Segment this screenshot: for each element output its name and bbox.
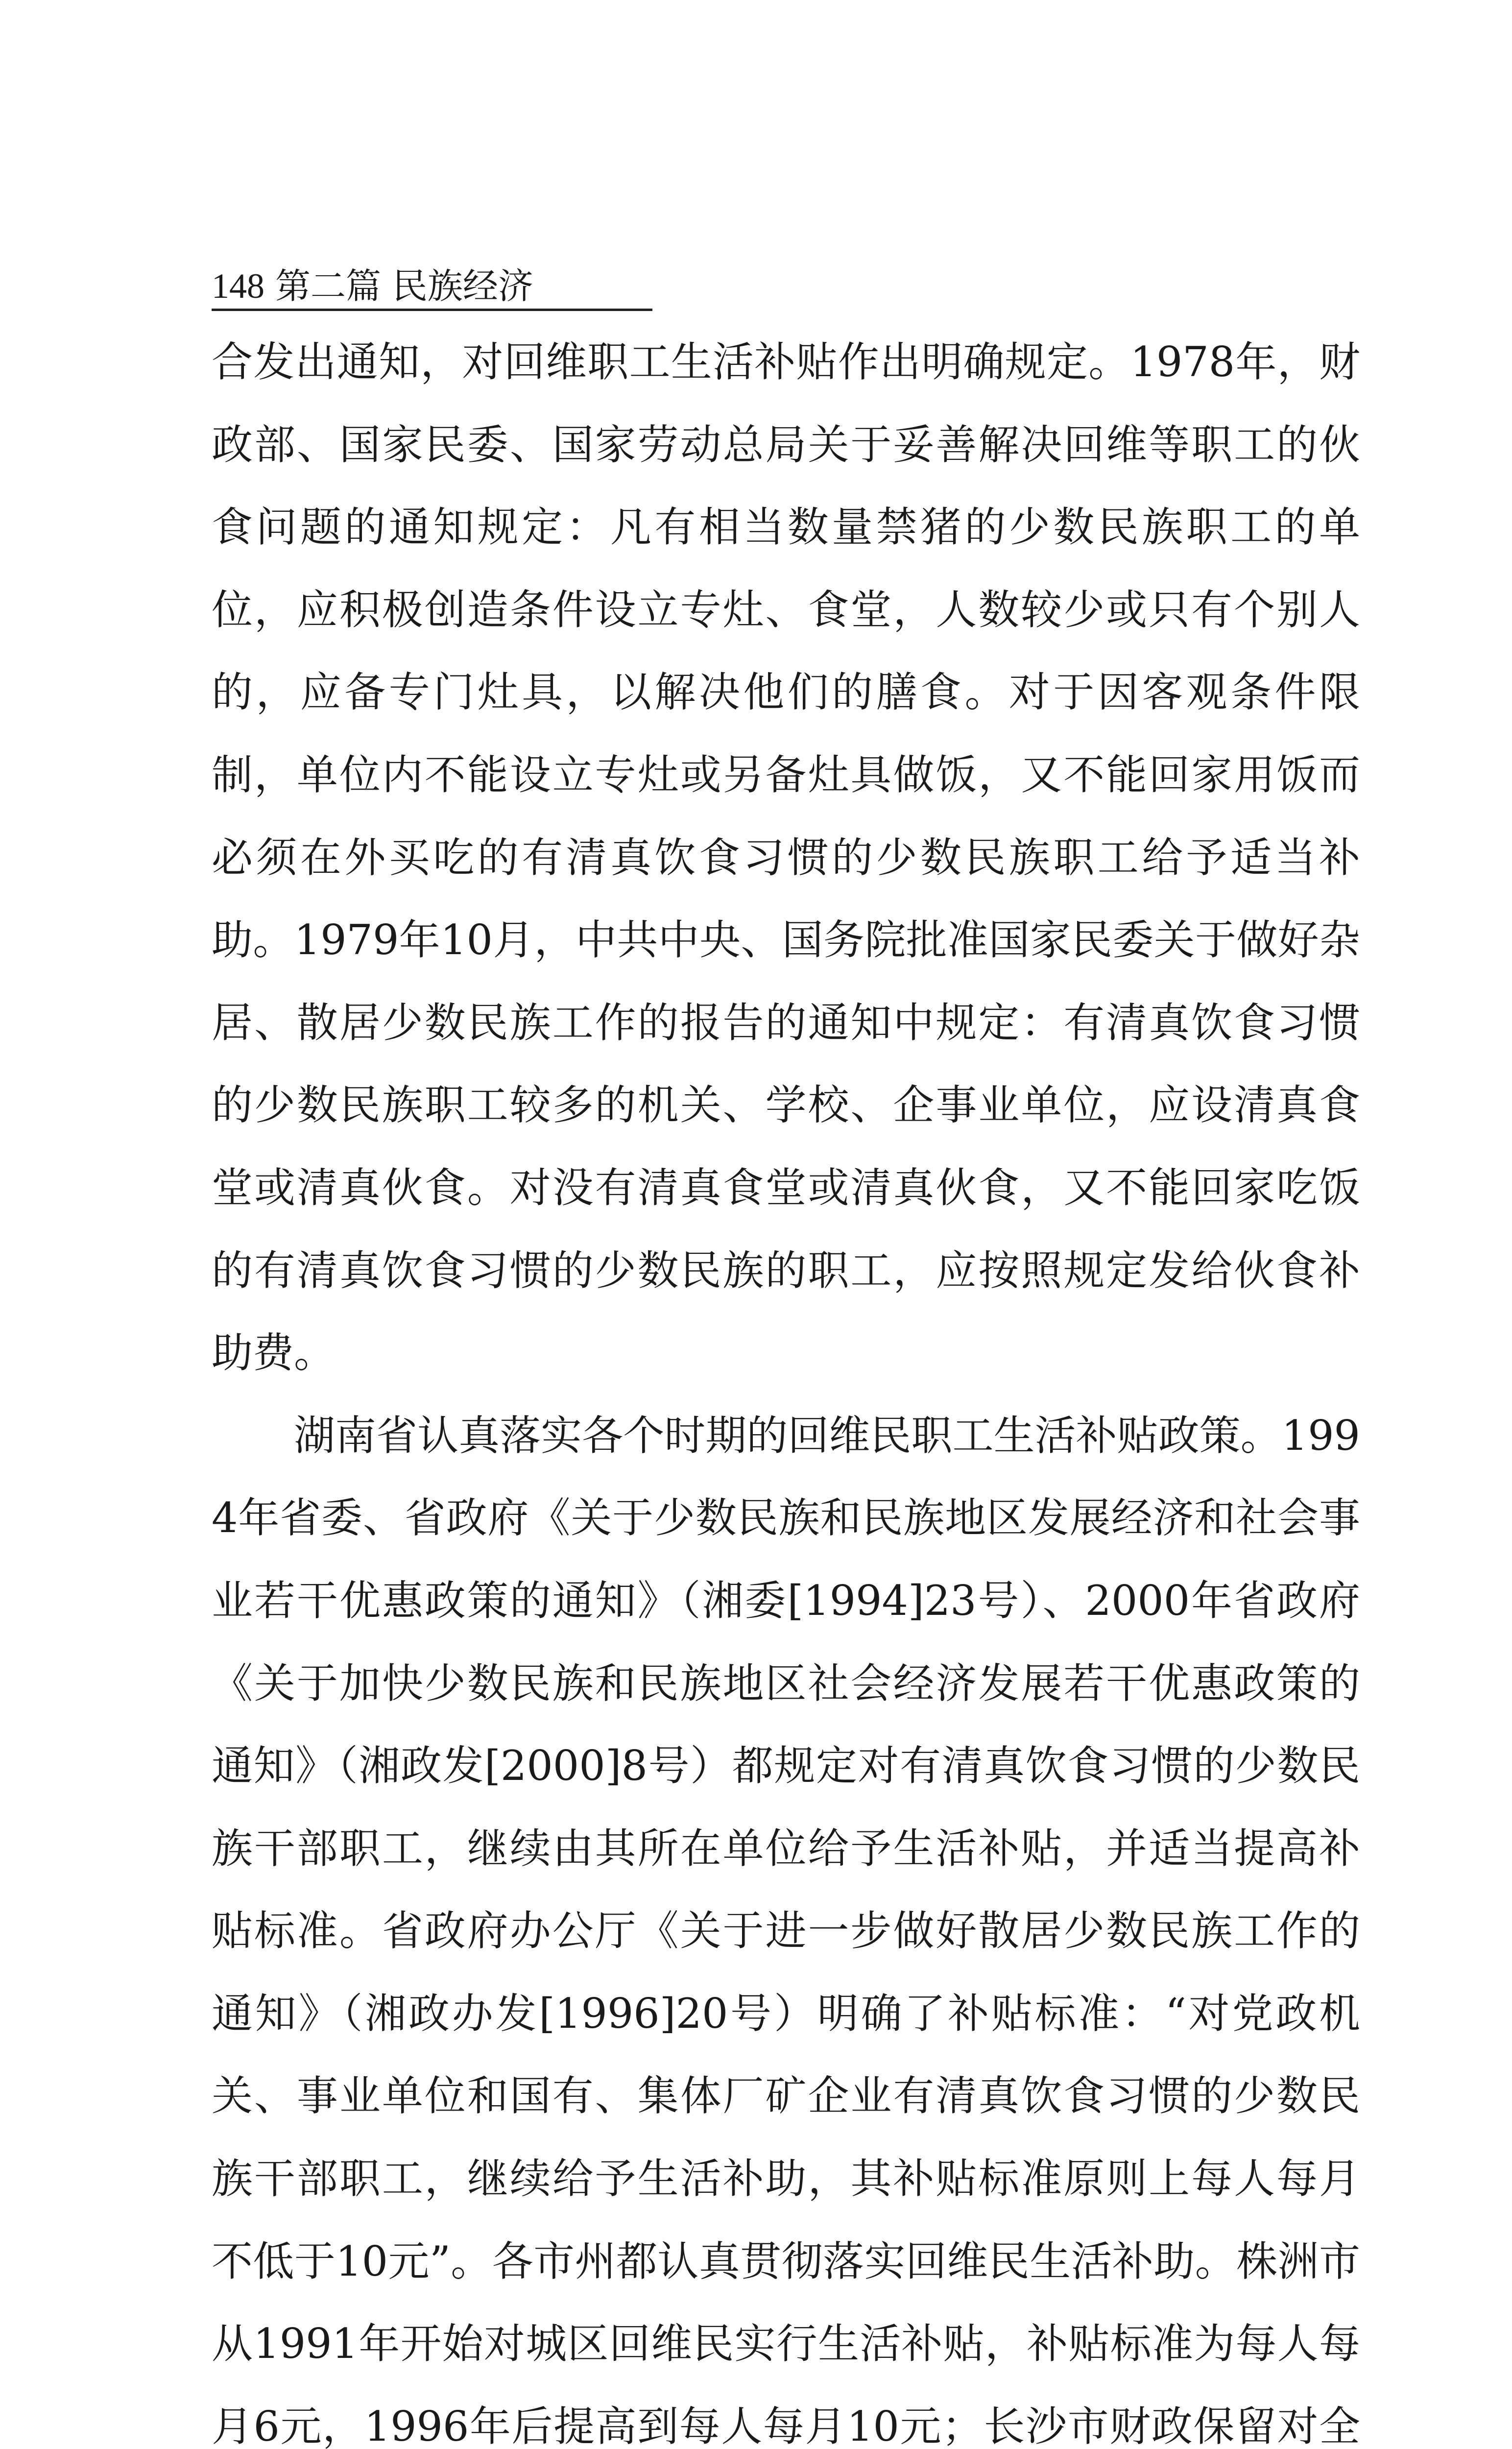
body-text: [212, 321, 1360, 2449]
paragraph-2: 湖南省认真落实各个时期的回维民职工生活补贴政策。1994年省委、省政府《关于少数民族和民族地区发展经济和社会事业若干优惠政策的通知》（湘委[1994]23号）、2000年省政府《关于加快少数民族和民族地区社会经济发展若干优惠政策的通知》（湘政发[2000]8号）都规定对有清真饮食习惯的少数民族干部职工，继续由其所在单位给予生活补贴，并适当提高补贴标准。省政府办公厅《关于进一步做好散居少数民族工作的通知》（湘政办发[1996]20号）明确了补贴标准：“对党政机关、事业单位和国有、集体厂矿企业有清真饮食习惯的少数民族干部职工，继续给予生活补助，其补贴标准原则上每人每月不低于10元”。各市州都认真贯彻落实回维民生活补助。株洲市从1991年开始对城区回维民实行生活补贴，补贴标准为每人每月6元，1996年后提高到每人每月10元；长沙市财政保留对全: [212, 1411, 1360, 2449]
part-title: 第二篇 民族经济: [275, 265, 533, 307]
page-number: 148: [212, 266, 264, 306]
running-header: [212, 252, 652, 311]
paragraph-1: 合发出通知，对回维职工生活补贴作出明确规定。1978年，财政部、国家民委、国家劳动总局关于妥善解决回维等职工的伙食问题的通知规定：凡有相当数量禁猪的少数民族职工的单位，应积极创造条件设立专灶、食堂，人数较少或只有个别人的，应备专门灶具，以解决他们的膳食。对于因客观条件限制，单位内不能设立专灶或另备灶具做饭，又不能回家用饭而必须在外买吃的有清真饮食习惯的少数民族职工给予适当补助。1979年10月，中共中央、国务院批准国家民委关于做好杂居、散居少数民族工作的报告的通知中规定：有清真饮食习惯的少数民族职工较多的机关、学校、企事业单位，应设清真食堂或清真伙食。对没有清真食堂或清真伙食，又不能回家吃饭的有清真饮食习惯的少数民族的职工，应按照规定发给伙食补助费。: [212, 338, 1360, 1377]
